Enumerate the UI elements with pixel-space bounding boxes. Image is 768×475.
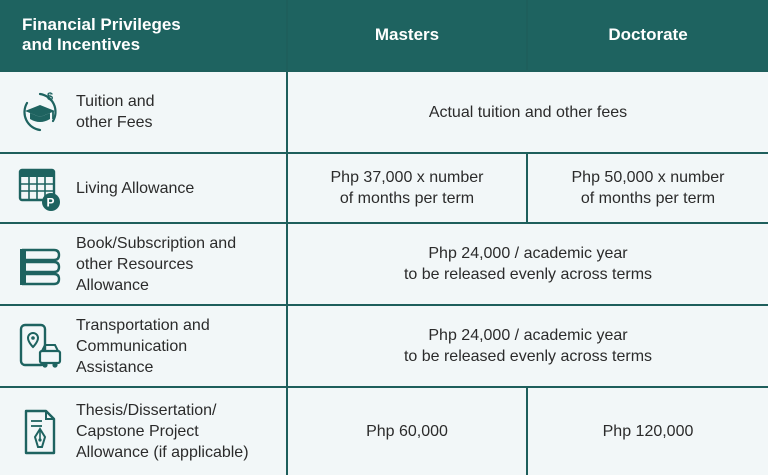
row-tuition-label: Tuition and other Fees	[76, 93, 155, 131]
books-icon	[14, 238, 66, 290]
row-thesis-doctorate: Php 120,000	[528, 388, 768, 475]
graduation-cap-dollar-icon	[14, 86, 66, 138]
svg-text:P: P	[46, 195, 55, 210]
row-transport-label: Transportation and Communication Assistance	[76, 316, 210, 376]
row-books-value: Php 24,000 / academic year to be released evenly across terms	[288, 224, 768, 304]
row-thesis-label-cell	[0, 388, 286, 475]
phone-taxi-icon	[14, 320, 66, 372]
row-thesis-label: Thesis/Dissertation/ Capstone Project Allowance (if applicable)	[76, 402, 249, 461]
row-transport-label-cell	[0, 306, 286, 386]
document-pen-icon	[14, 406, 66, 458]
row-books-label: Book/Subscription and other Resources Allowance	[76, 234, 237, 294]
row-living-masters: Php 37,000 x number of months per term	[288, 154, 526, 222]
svg-text:$: $	[47, 91, 54, 103]
header-privileges: Financial Privileges and Incentives	[0, 0, 286, 70]
row-thesis-masters: Php 60,000	[288, 388, 526, 475]
row-transport-value: Php 24,000 / academic year to be released evenly across terms	[288, 306, 768, 386]
header-masters: Masters	[288, 0, 526, 70]
row-living-label-cell	[0, 154, 286, 222]
row-books-label-cell	[0, 224, 286, 304]
row-living-doctorate: Php 50,000 x number of months per term	[528, 154, 768, 222]
row-tuition-value: Actual tuition and other fees	[288, 72, 768, 152]
header-doctorate: Doctorate	[528, 0, 768, 70]
row-living-label: Living Allowance	[76, 179, 195, 197]
row-tuition-label-cell	[0, 72, 286, 152]
calendar-peso-icon	[14, 162, 66, 214]
